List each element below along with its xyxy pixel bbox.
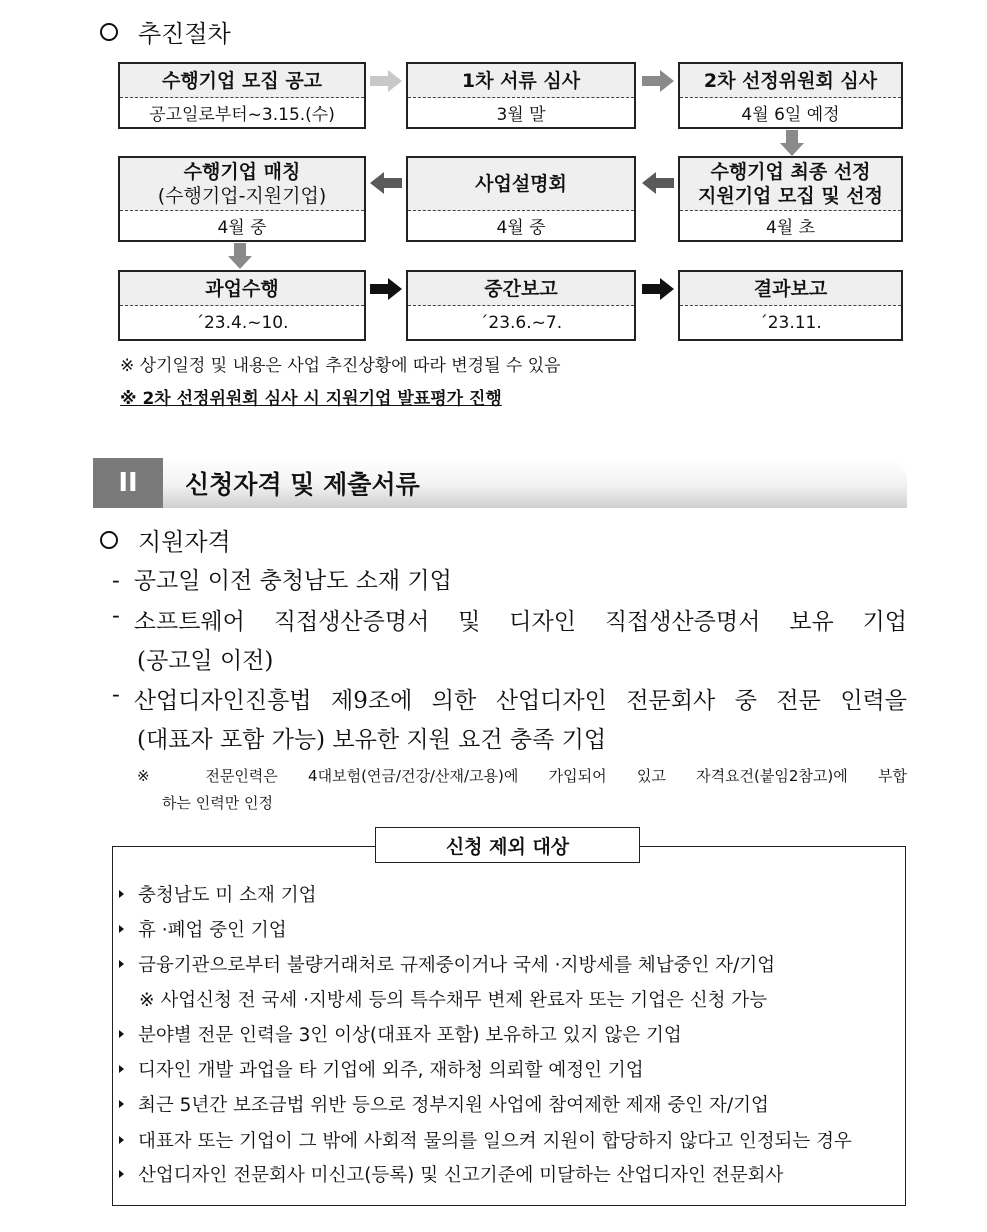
- step-box-final-report: [678, 270, 903, 341]
- step-date: 4월 초: [765, 218, 816, 238]
- personnel-note: ※ 전문인력은 4대보험(연금/건강/산재/고용)에 가입되어 있고 자격요건(붙임2참고)에 부합: [137, 767, 907, 785]
- step-title: 결과보고: [680, 272, 901, 306]
- evaluation-note: ※ 2차 선정위원회 심사 시 지원기업 발표평가 진행: [120, 389, 502, 409]
- arrow-down-icon: [780, 130, 804, 156]
- step-date: 공고일로부터~3.15.(수): [149, 105, 335, 125]
- arrow-down-icon: [228, 243, 252, 269]
- arrow-right-icon: [642, 70, 674, 92]
- arrow-right-icon: [370, 278, 402, 300]
- circle-bullet-icon: [100, 531, 118, 549]
- step-title: 1차 서류 심사: [408, 64, 634, 98]
- step-date: 4월 6일 예정: [741, 105, 840, 125]
- eligibility-item: - 공고일 이전 충청남도 소재 기업: [112, 568, 452, 594]
- arrow-left-icon: [642, 172, 674, 194]
- exclusion-title: 신청 제외 대상: [375, 827, 640, 863]
- personnel-note-cont: 하는 인력만 인정: [162, 794, 273, 812]
- eligibility-item-cont: (대표자 포함 가능) 보유한 지원 요건 충족 기업: [137, 727, 607, 753]
- step-title: 사업설명회: [408, 158, 634, 211]
- step-box-document-review: [406, 62, 636, 129]
- section-title: 신청자격 및 제출서류: [185, 470, 420, 499]
- arrow-right-icon: [370, 70, 402, 92]
- step-title: 과업수행: [120, 272, 364, 306]
- eligibility-item-cont: (공고일 이전): [137, 648, 274, 674]
- exclusion-item: 금융기관으로부터 불량거래처로 규제중이거나 국세 ·지방세를 체납중인 자/기업: [119, 951, 775, 977]
- eligibility-heading: 지원자격: [100, 522, 231, 557]
- arrow-right-icon: [642, 278, 674, 300]
- exclusion-sub-note: ※ 사업신청 전 국세 ·지방세 등의 특수채무 변제 완료자 또는 기업은 신청 가능: [139, 990, 768, 1011]
- triangle-bullet-icon: [119, 890, 124, 898]
- step-date: ´23.6.~7.: [479, 312, 563, 333]
- step-date: 4월 중: [496, 218, 546, 238]
- step-box-briefing: [406, 156, 636, 242]
- eligibility-item: - 산업디자인진흥법 제9조에 의한 산업디자인 전문회사 중 전문 인력을: [112, 682, 907, 714]
- exclusion-item: 분야별 전문 인력을 3인 이상(대표자 포함) 보유하고 있지 않은 기업: [119, 1021, 682, 1047]
- step-date: ´23.11.: [759, 312, 822, 333]
- exclusion-item: 산업디자인 전문회사 미신고(등록) 및 신고기준에 미달하는 산업디자인 전문회사: [119, 1161, 783, 1187]
- triangle-bullet-icon: [119, 925, 124, 933]
- step-box-final-selection: [678, 156, 903, 242]
- schedule-note: ※ 상기일정 및 내용은 사업 추진상황에 따라 변경될 수 있음: [120, 356, 561, 376]
- triangle-bullet-icon: [119, 960, 124, 968]
- step-title: 수행기업 매칭 (수행기업-지원기업): [120, 158, 364, 211]
- step-box-interim-report: [406, 270, 636, 341]
- arrow-left-icon: [370, 172, 402, 194]
- section-number: II: [93, 458, 163, 508]
- step-title: 수행기업 최종 선정 지원기업 모집 및 선정: [680, 158, 901, 211]
- step-title: 2차 선정위원회 심사: [680, 64, 901, 98]
- exclusion-item: 최근 5년간 보조금법 위반 등으로 정부지원 사업에 참여제한 제재 중인 자/기업: [119, 1091, 769, 1117]
- triangle-bullet-icon: [119, 1170, 124, 1178]
- process-heading: 추진절차: [100, 14, 231, 49]
- section-header: [93, 458, 907, 508]
- step-box-matching: [118, 156, 366, 242]
- triangle-bullet-icon: [119, 1065, 124, 1073]
- step-box-execution: [118, 270, 366, 341]
- eligibility-item: - 소프트웨어 직접생산증명서 및 디자인 직접생산증명서 보유 기업: [112, 603, 907, 635]
- triangle-bullet-icon: [119, 1030, 124, 1038]
- circle-bullet-icon: [100, 23, 118, 41]
- step-title: 수행기업 모집 공고: [120, 64, 364, 98]
- step-date: ´23.4.~10.: [195, 312, 289, 333]
- step-title: 중간보고: [408, 272, 634, 306]
- step-box-committee-review: [678, 62, 903, 129]
- step-date: 3월 말: [496, 105, 546, 125]
- step-date: 4월 중: [217, 218, 267, 238]
- exclusion-item: 휴 ·폐업 중인 기업: [119, 916, 287, 942]
- step-box-recruit: [118, 62, 366, 129]
- exclusion-item: 디자인 개발 과업을 타 기업에 외주, 재하청 의뢰할 예정인 기업: [119, 1056, 644, 1082]
- triangle-bullet-icon: [119, 1136, 124, 1144]
- exclusion-item: 대표자 또는 기업이 그 밖에 사회적 물의를 일으켜 지원이 합당하지 않다고 인정되는 경우: [119, 1127, 852, 1153]
- exclusion-item: 충청남도 미 소재 기업: [119, 881, 316, 907]
- triangle-bullet-icon: [119, 1100, 124, 1108]
